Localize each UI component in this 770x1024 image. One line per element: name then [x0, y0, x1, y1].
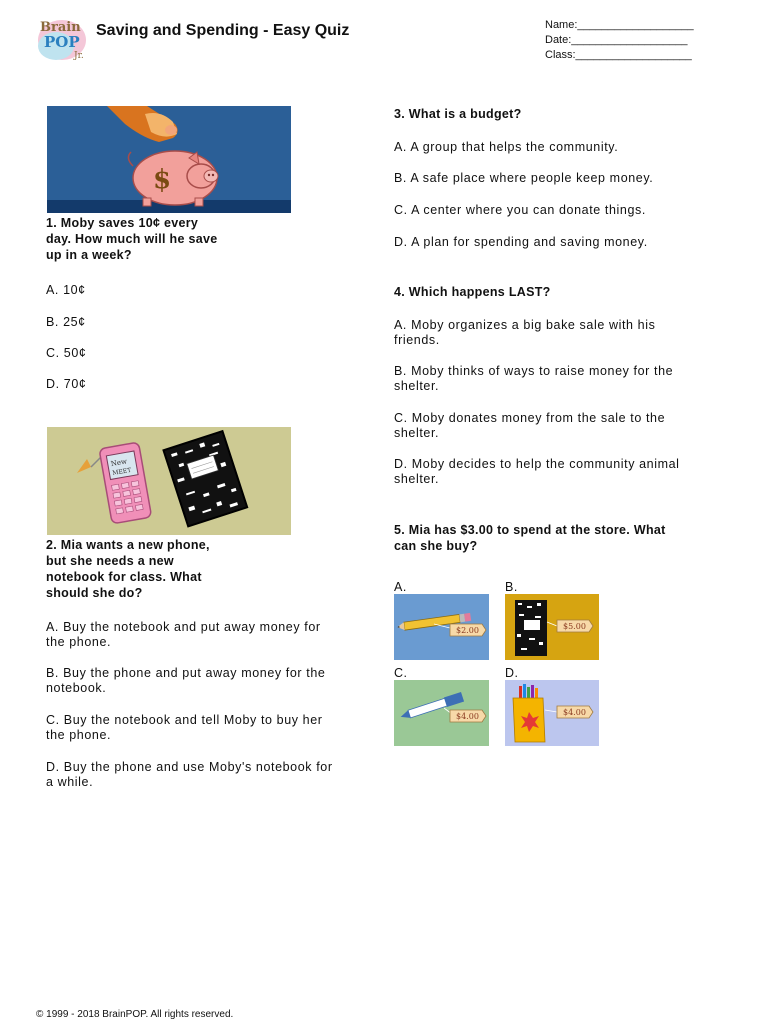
colored-pencils-choice-image[interactable] [505, 680, 599, 746]
question-1-option-d[interactable]: D. 70¢ [46, 377, 87, 391]
question-3-option-d[interactable]: D. A plan for spending and saving money. [394, 235, 648, 249]
question-1-option-a[interactable]: A. 10¢ [46, 283, 86, 297]
question-5-choice-a-letter: A. [394, 580, 407, 594]
svg-text:MEET: MEET [111, 466, 132, 478]
question-2-option-a[interactable]: A. Buy the notebook and put away money for the phone. [46, 620, 321, 649]
pencil-choice-image[interactable] [394, 594, 489, 660]
page-title: Saving and Spending - Easy Quiz [96, 22, 350, 39]
question-1-title: 1. Moby saves 10¢ every day. How much will he save up in a week? [46, 216, 218, 262]
name-field[interactable]: Name:___________________ [545, 19, 694, 31]
question-5-choice-d-letter: D. [505, 666, 519, 680]
question-2-option-d[interactable]: D. Buy the phone and use Moby's notebook for a while. [46, 760, 333, 789]
svg-text:Brain: Brain [40, 20, 81, 35]
class-field[interactable]: Class:___________________ [545, 49, 692, 61]
question-3-option-a[interactable]: A. A group that helps the community. [394, 140, 619, 154]
question-5-choice-b-letter: B. [505, 580, 518, 594]
question-4-option-b[interactable]: B. Moby thinks of ways to raise money for the shelter. [394, 364, 674, 393]
piggy-bank-image [47, 106, 291, 213]
question-3-option-c[interactable]: C. A center where you can donate things. [394, 203, 646, 217]
svg-text:$4.00: $4.00 [456, 712, 479, 721]
question-4-option-c[interactable]: C. Moby donates money from the sale to the shelter. [394, 411, 666, 440]
date-field[interactable]: Date:___________________ [545, 34, 688, 46]
phone-notebook-image [47, 427, 291, 535]
question-5-choice-c-letter: C. [394, 666, 408, 680]
question-2-option-b[interactable]: B. Buy the phone and put away money for the notebook. [46, 666, 326, 695]
question-2-title: 2. Mia wants a new phone, but she needs a new notebook for class. What should she do? [46, 538, 210, 600]
question-4-title: 4. Which happens LAST? [394, 285, 551, 299]
svg-text:$: $ [153, 165, 172, 195]
question-2-option-c[interactable]: C. Buy the notebook and tell Moby to buy her the phone. [46, 713, 323, 742]
pen-choice-image[interactable] [394, 680, 489, 746]
svg-text:New: New [110, 457, 128, 469]
svg-text:$5.00: $5.00 [563, 622, 586, 631]
question-3-option-b[interactable]: B. A safe place where people keep money. [394, 171, 654, 185]
question-4-option-d[interactable]: D. Moby decides to help the community animal shelter. [394, 457, 680, 486]
question-1-option-b[interactable]: B. 25¢ [46, 315, 86, 329]
question-1-option-c[interactable]: C. 50¢ [46, 346, 87, 360]
svg-text:Jr.: Jr. [74, 51, 84, 61]
question-5-title: 5. Mia has $3.00 to spend at the store. What can she buy? [394, 523, 666, 553]
svg-text:POP: POP [44, 33, 80, 51]
copyright-footer: © 1999 - 2018 BrainPOP. All rights reserved. [36, 1009, 234, 1020]
svg-text:$4.00: $4.00 [563, 708, 586, 717]
notebook-choice-image[interactable] [505, 594, 599, 660]
svg-text:$2.00: $2.00 [456, 626, 479, 635]
question-4-option-a[interactable]: A. Moby organizes a big bake sale with his friends. [394, 318, 656, 347]
question-3-title: 3. What is a budget? [394, 107, 522, 121]
student-info-fields [545, 18, 694, 63]
brainpop-jr-logo [36, 14, 96, 64]
